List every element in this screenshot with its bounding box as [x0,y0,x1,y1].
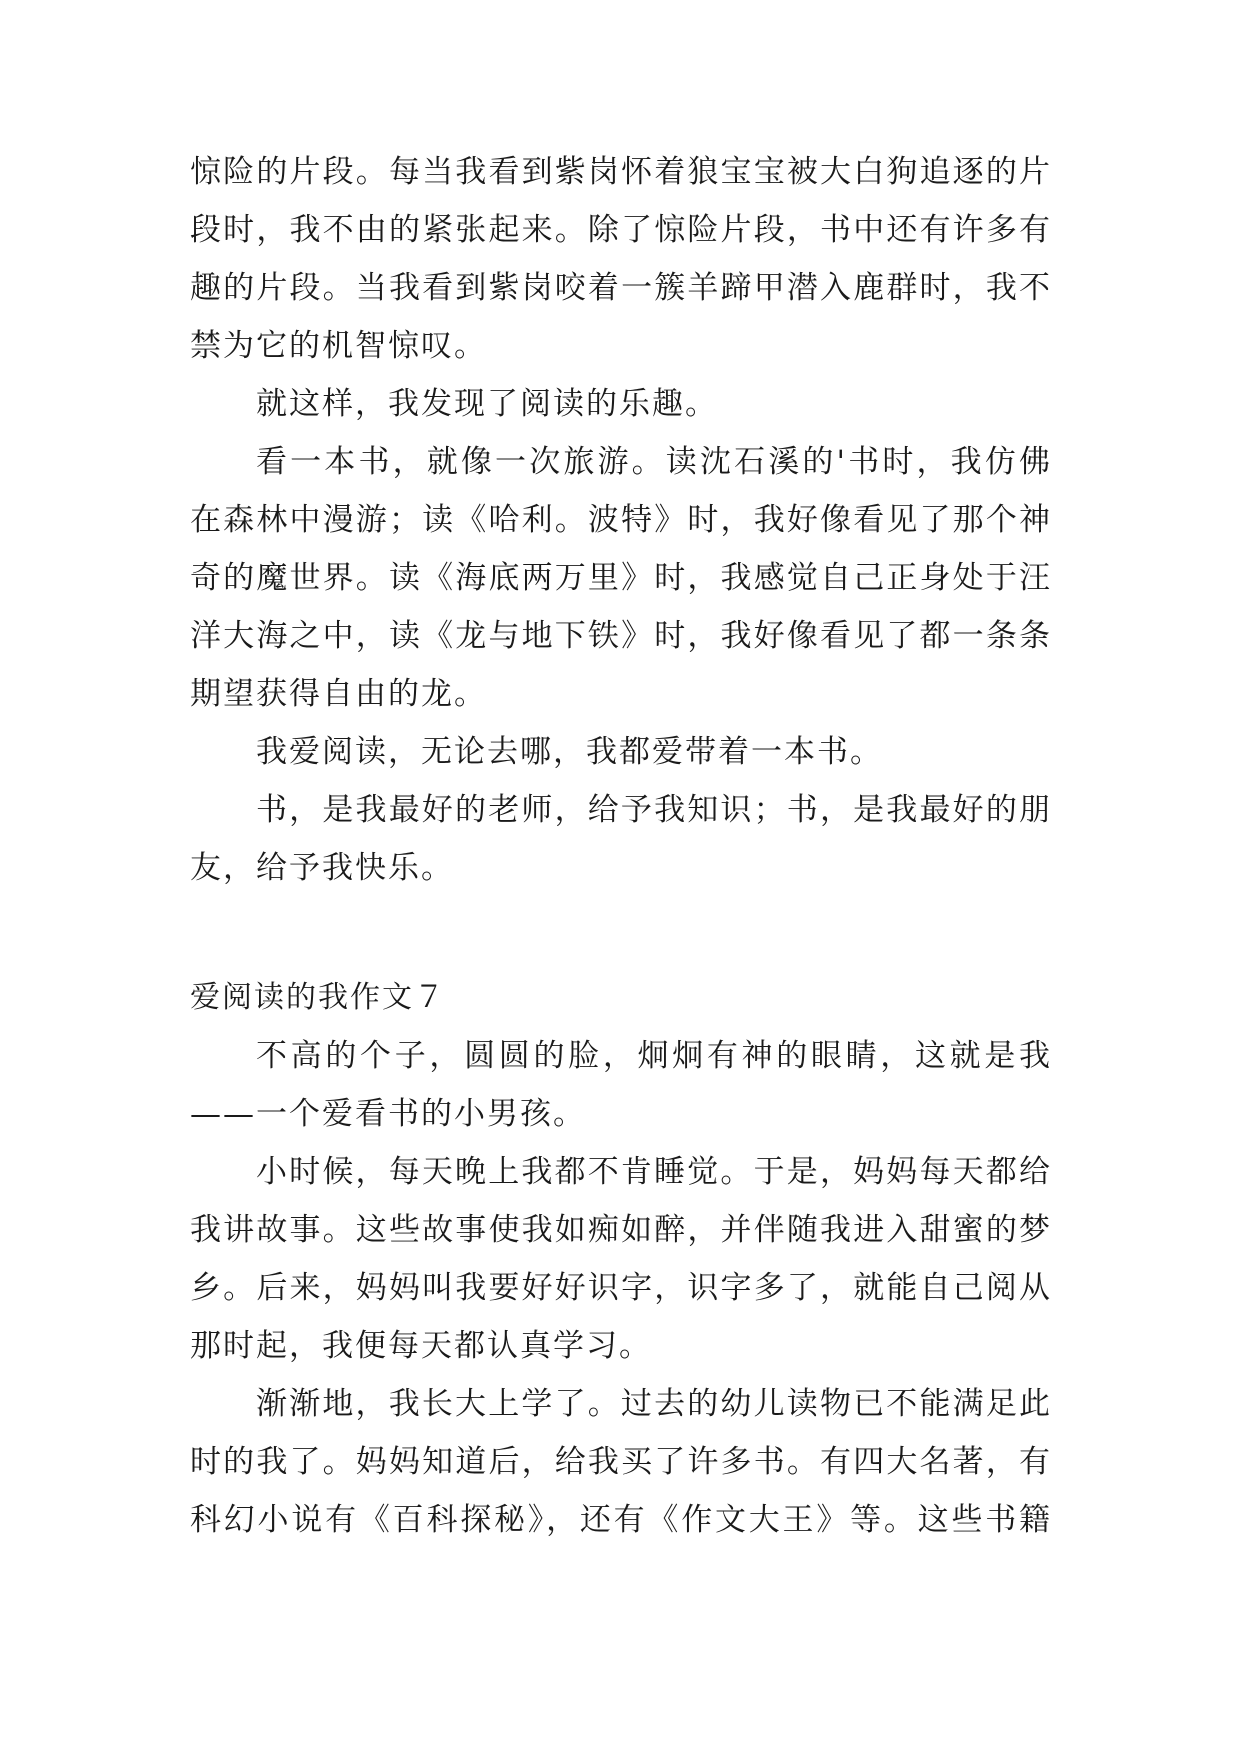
paragraph-line: 奇的魔世界。读《海底两万里》时，我感觉自己正身处于汪 [190,560,1052,596]
paragraph-line: 惊险的片段。每当我看到紫岗怀着狼宝宝被大白狗追逐的片 [190,154,1052,190]
paragraph-line: 科幻小说有《百科探秘》，还有《作文大王》等。这些书籍 [190,1502,1052,1538]
paragraph-line: 时的我了。妈妈知道后，给我买了许多书。有四大名著，有 [190,1444,1052,1480]
paragraph-line: 就这样，我发现了阅读的乐趣。 [256,386,718,422]
paragraph-line: 书，是我最好的老师，给予我知识；书，是我最好的朋 [256,792,1052,828]
paragraph-line: 友，给予我快乐。 [190,850,454,886]
paragraph-line: 我爱阅读，无论去哪，我都爱带着一本书。 [256,734,883,770]
essay-section-1 [190,143,1052,897]
paragraph-line: 不高的个子，圆圆的脸，炯炯有神的眼睛，这就是我 [256,1038,1052,1074]
paragraph-line: 我讲故事。这些故事使我如痴如醉，并伴随我进入甜蜜的梦 [190,1212,1052,1248]
paragraph-line: 段时，我不由的紧张起来。除了惊险片段，书中还有许多有 [190,212,1052,248]
paragraph-line: 禁为它的机智惊叹。 [190,328,487,364]
paragraph-line: 看一本书，就像一次旅游。读沈石溪的'书时，我仿佛 [256,444,1052,480]
paragraph-line: 乡。后来，妈妈叫我要好好识字，识字多了，就能自己阅从 [190,1270,1052,1306]
paragraph-line: 洋大海之中，读《龙与地下铁》时，我好像看见了都一条条 [190,618,1052,654]
essay-section-2 [190,1027,1052,1549]
paragraph-line: 期望获得自由的龙。 [190,676,487,712]
essay-heading-block [190,969,1052,1027]
paragraph-line: 那时起，我便每天都认真学习。 [190,1328,652,1364]
paragraph-line: ——一个爱看书的小男孩。 [190,1096,586,1132]
paragraph-line: 小时候，每天晚上我都不肯睡觉。于是，妈妈每天都给 [256,1154,1052,1190]
paragraph-line: 渐渐地，我长大上学了。过去的幼儿读物已不能满足此 [256,1386,1052,1422]
paragraph-line: 在森林中漫游；读《哈利。波特》时，我好像看见了那个神 [190,502,1052,538]
essay-heading: 爱阅读的我作文７ [190,980,446,1015]
paragraph-line: 趣的片段。当我看到紫岗咬着一簇羊蹄甲潜入鹿群时，我不 [190,270,1052,306]
